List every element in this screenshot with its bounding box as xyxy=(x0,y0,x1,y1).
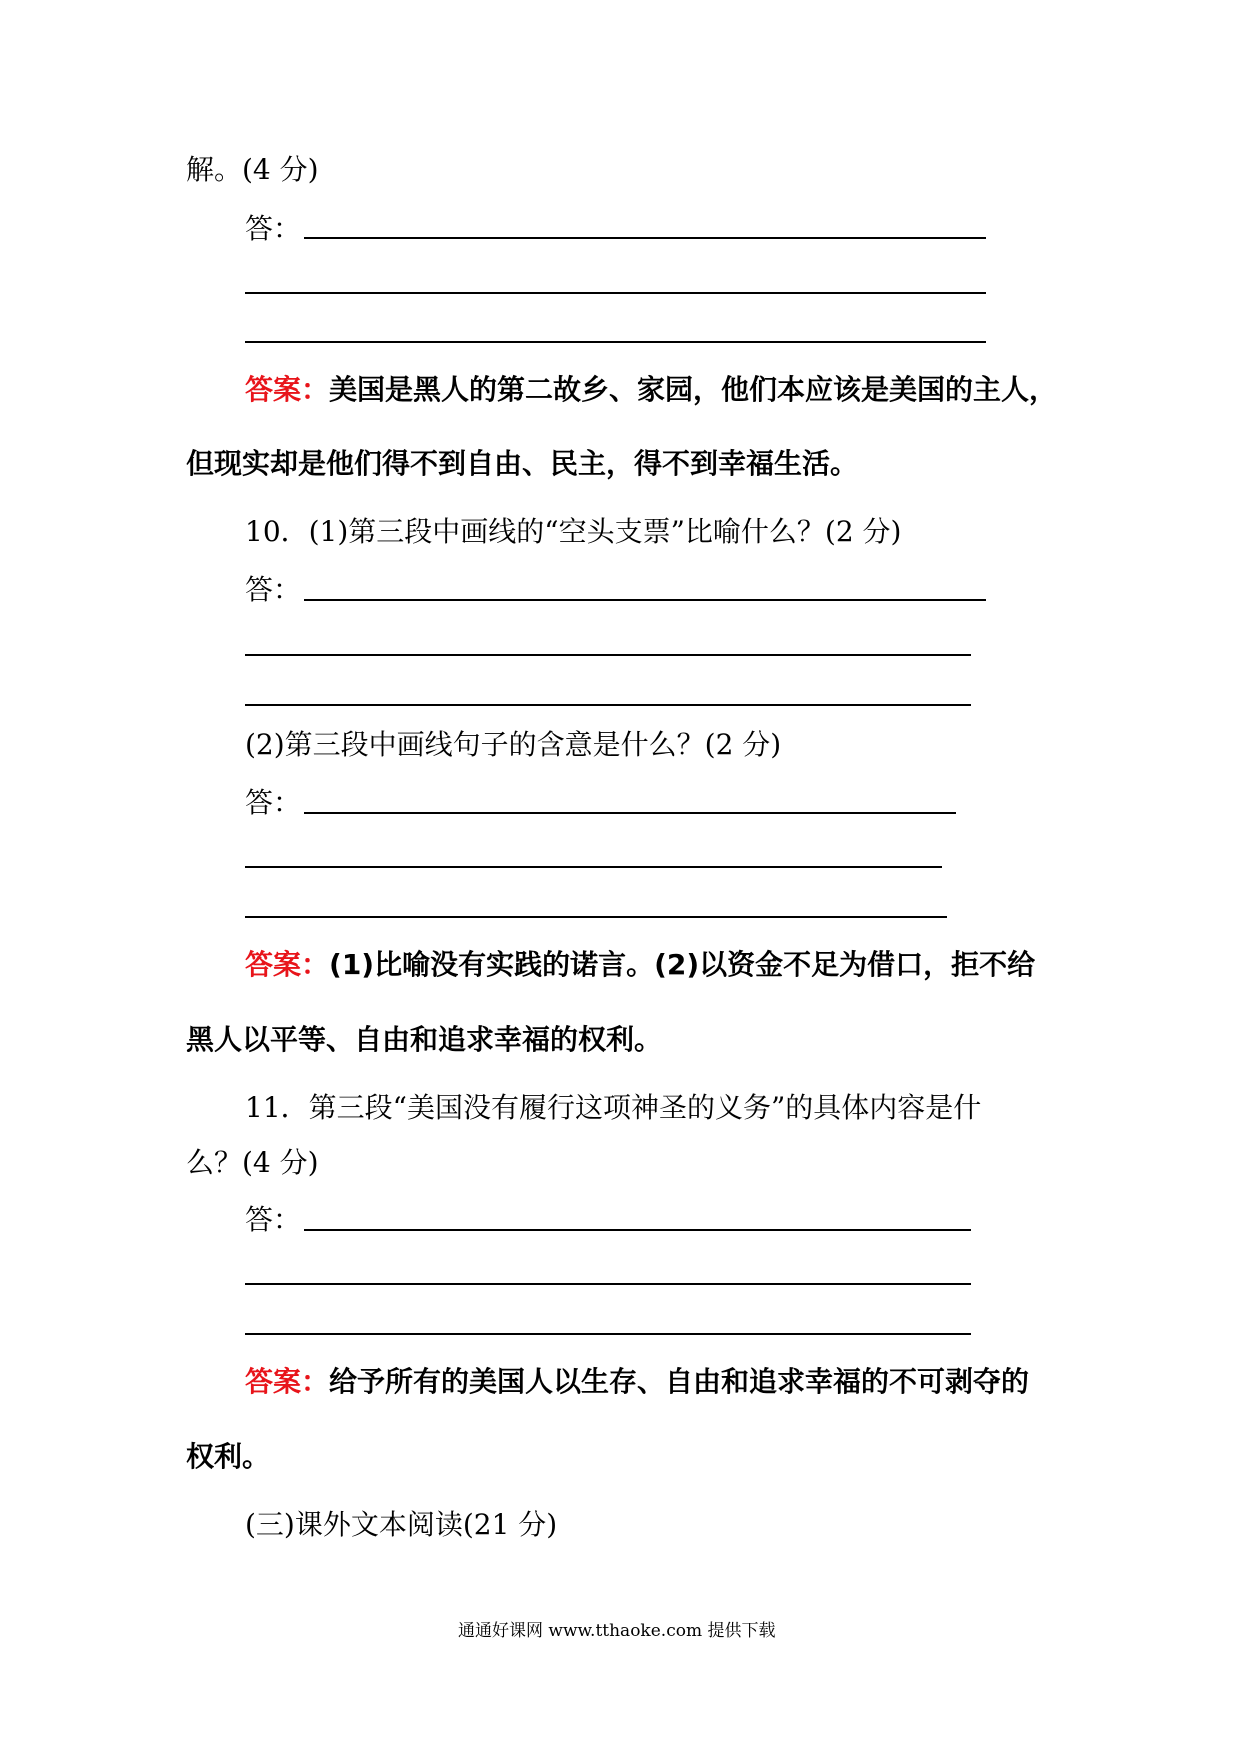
answer-line xyxy=(245,916,947,918)
answer-line xyxy=(245,1283,971,1285)
question-11: 11．第三段“美国没有履行这项神圣的义务”的具体内容是什 xyxy=(245,1091,982,1124)
question-continuation: 解。(4 分) xyxy=(186,153,319,186)
answer-key-text: 美国是黑人的第二故乡、家园，他们本应该是美国的主人， xyxy=(329,373,1058,406)
answer-key-text: 给予所有的美国人以生存、自由和追求幸福的不可剥夺的 xyxy=(329,1365,1030,1398)
answer-key-text: 但现实却是他们得不到自由、民主，得不到幸福生活。 xyxy=(186,447,859,480)
answer-line xyxy=(245,341,986,343)
answer-key-line xyxy=(245,373,1057,407)
answer-line xyxy=(245,654,971,656)
answer-line xyxy=(245,704,971,706)
answer-line xyxy=(304,1229,971,1231)
answer-key-label: 答案： xyxy=(245,1365,330,1398)
answer-key-line xyxy=(245,948,1035,982)
answer-line xyxy=(245,1333,971,1335)
section-title: (三)课外文本阅读(21 分) xyxy=(245,1508,558,1541)
question-11-cont: 么？(4 分) xyxy=(186,1146,319,1179)
answer-key-line xyxy=(245,1365,1029,1399)
answer-label: 答： xyxy=(245,212,302,245)
answer-label: 答： xyxy=(245,1203,302,1236)
answer-line xyxy=(304,599,986,601)
answer-line xyxy=(245,292,986,294)
answer-line xyxy=(304,812,956,814)
answer-line xyxy=(245,866,942,868)
question-10-part-1: 10．(1)第三段中画线的“空头支票”比喻什么？(2 分) xyxy=(245,515,902,548)
answer-label: 答： xyxy=(245,573,302,606)
answer-line xyxy=(304,237,986,239)
answer-key-text: 黑人以平等、自由和追求幸福的权利。 xyxy=(186,1023,663,1056)
answer-key-label: 答案： xyxy=(245,948,330,981)
question-10-part-2: (2)第三段中画线句子的含意是什么？(2 分) xyxy=(245,728,782,761)
answer-key-label: 答案： xyxy=(245,373,330,406)
page-footer: 通通好课网 www.tthaoke.com 提供下载 xyxy=(458,1621,776,1641)
answer-label: 答： xyxy=(245,786,302,819)
answer-key-text: 权利。 xyxy=(186,1440,271,1473)
answer-key-text: (1)比喻没有实践的诺言。(2)以资金不足为借口，拒不给 xyxy=(329,948,1036,981)
